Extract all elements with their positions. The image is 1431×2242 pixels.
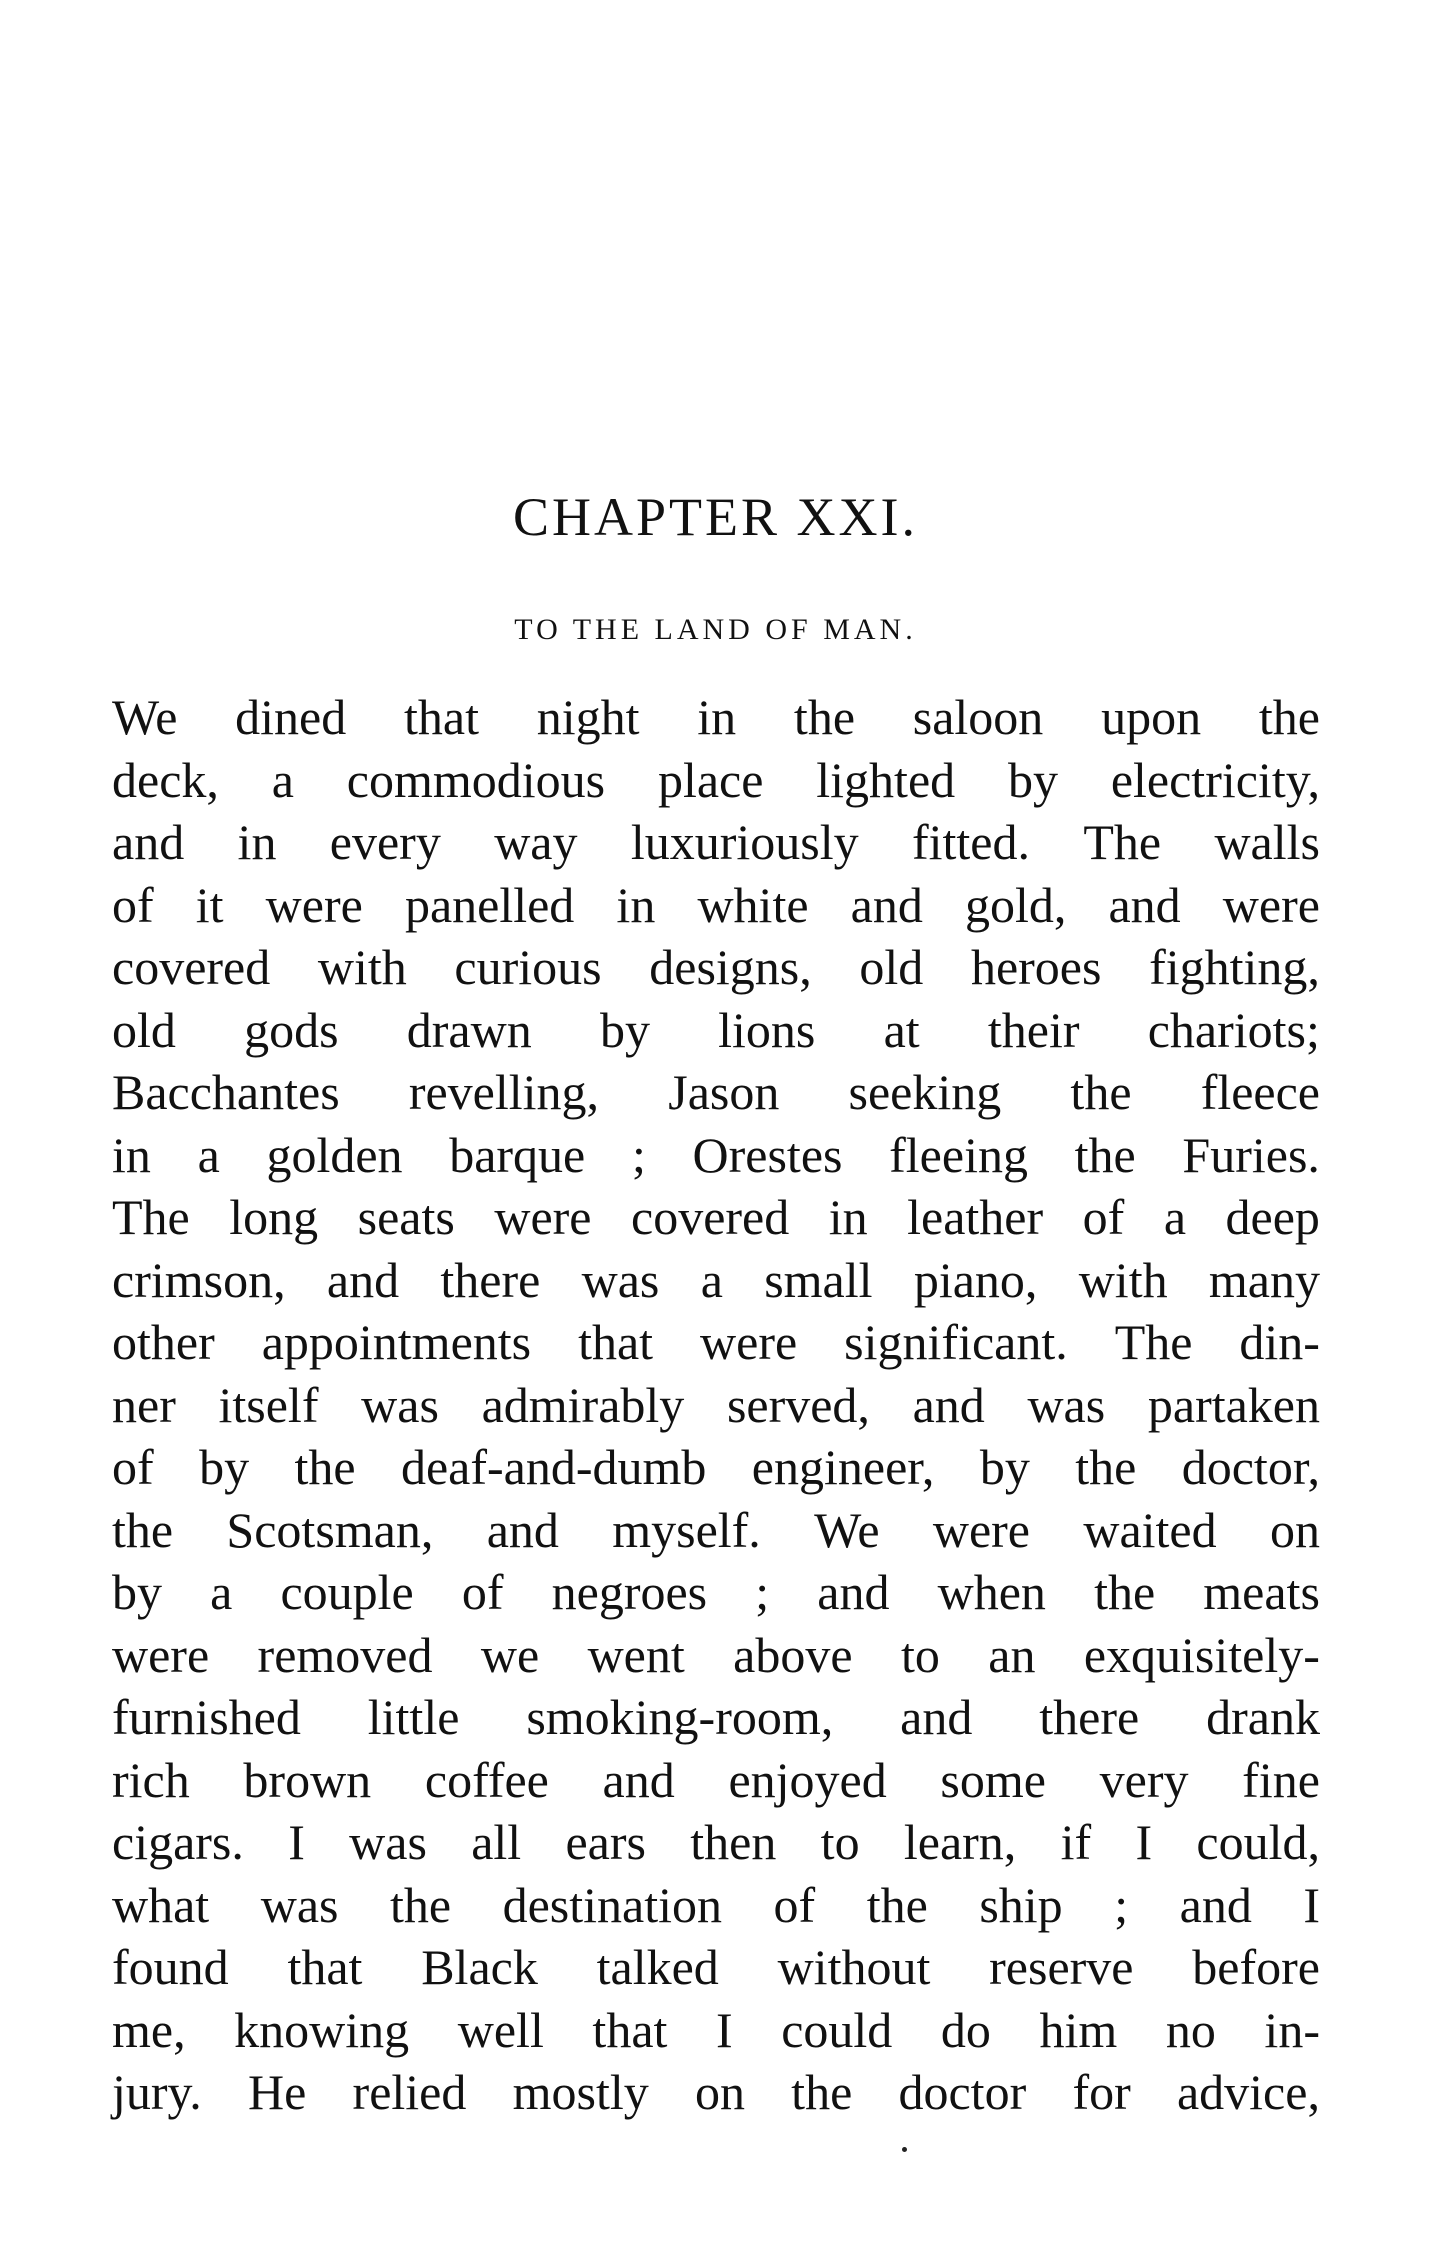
text-line <box>112 1124 1320 1187</box>
word: admirably <box>481 1376 685 1433</box>
text-line <box>112 1186 1320 1249</box>
word: old <box>859 939 924 995</box>
word: by <box>199 1439 250 1495</box>
word: walls <box>1214 814 1320 870</box>
word: learn, <box>903 1814 1017 1870</box>
text-line <box>112 749 1320 812</box>
word: that <box>287 1939 363 1995</box>
word: reserve <box>989 1939 1134 1995</box>
word: couple <box>280 1564 414 1620</box>
word: by <box>979 1439 1030 1495</box>
word: a <box>197 1126 220 1183</box>
word: other <box>112 1314 215 1370</box>
word: if <box>1060 1814 1092 1870</box>
word: itself <box>218 1376 319 1433</box>
text-line <box>112 1311 1320 1374</box>
word: and <box>326 1251 400 1308</box>
word: drank <box>1206 1689 1320 1745</box>
word: gods <box>244 1001 339 1058</box>
word: an <box>988 1626 1036 1683</box>
text-line <box>112 936 1320 999</box>
word: of <box>1082 1189 1125 1245</box>
word: relied <box>352 2064 467 2120</box>
text-line <box>112 1249 1320 1312</box>
word: were <box>700 1314 798 1370</box>
word: The <box>1114 1314 1193 1370</box>
word: ; <box>755 1564 770 1620</box>
text-line <box>112 999 1320 1062</box>
word: in <box>828 1189 868 1245</box>
text-line <box>112 2061 1320 2124</box>
word: destination <box>502 1876 723 1933</box>
word: with <box>317 939 407 995</box>
word: every <box>329 814 441 870</box>
word: was <box>1027 1376 1106 1433</box>
word: furnished <box>112 1689 301 1745</box>
word: with <box>1078 1251 1168 1308</box>
word: coffee <box>424 1751 549 1808</box>
word: on <box>1269 1501 1320 1558</box>
word: significant. <box>844 1314 1068 1370</box>
word: of <box>112 876 154 933</box>
word: long <box>229 1189 319 1245</box>
word: fleeing <box>889 1126 1028 1183</box>
text-line <box>112 1561 1320 1624</box>
word: jury. <box>112 2064 202 2120</box>
word: and <box>912 1376 985 1433</box>
word: mostly <box>512 2064 649 2120</box>
word: to <box>820 1814 860 1870</box>
word: of <box>773 1876 816 1933</box>
word: the <box>294 1439 356 1495</box>
word: very <box>1099 1751 1189 1808</box>
word: We <box>112 689 178 745</box>
word: deep <box>1225 1189 1320 1245</box>
word: I <box>1135 1814 1153 1870</box>
text-line <box>112 1374 1320 1437</box>
chapter-title: CHAPTER XXI. <box>512 487 918 547</box>
word: exquisitely- <box>1083 1626 1320 1683</box>
word: by <box>112 1564 162 1620</box>
word: partaken <box>1147 1376 1320 1433</box>
word: and <box>486 1501 559 1558</box>
word: barque <box>449 1126 586 1183</box>
word: me, <box>112 2001 186 2058</box>
word: drawn <box>406 1001 532 1058</box>
print-mark <box>902 2147 907 2152</box>
word: Bacchantes <box>112 1064 340 1120</box>
word: no <box>1165 2001 1216 2058</box>
word: some <box>940 1751 1046 1808</box>
word: a <box>271 751 294 808</box>
word: The <box>1083 814 1162 870</box>
word: waited <box>1083 1501 1217 1558</box>
word: were <box>265 876 363 933</box>
word: were <box>1222 876 1320 933</box>
word: dined <box>235 689 347 745</box>
word: of <box>461 1564 504 1620</box>
word: enjoyed <box>728 1751 887 1808</box>
word: and <box>602 1751 675 1808</box>
word: negroes <box>551 1564 708 1620</box>
word: and <box>1179 1876 1252 1933</box>
word: at <box>883 1001 920 1058</box>
word: heroes <box>970 939 1102 995</box>
word: was <box>260 1876 339 1933</box>
word: and <box>112 814 185 870</box>
word: ears <box>565 1814 646 1870</box>
word: engineer, <box>751 1439 935 1495</box>
word: fleece <box>1200 1064 1320 1120</box>
word: saloon <box>912 689 1044 745</box>
word: ; <box>631 1126 646 1183</box>
word: old <box>112 1001 176 1058</box>
text-line <box>112 1436 1320 1499</box>
word: was <box>349 1814 427 1870</box>
word: a <box>700 1251 723 1308</box>
word: small <box>764 1251 873 1308</box>
body-text <box>112 686 1320 2124</box>
word: and <box>817 1564 890 1620</box>
word: gold, <box>964 876 1067 933</box>
word: the <box>793 689 856 745</box>
word: the <box>112 1501 174 1558</box>
word: in- <box>1264 2001 1320 2058</box>
word: there <box>440 1251 541 1308</box>
word: all <box>471 1814 522 1870</box>
word: doctor, <box>1181 1439 1320 1495</box>
word: when <box>937 1564 1046 1620</box>
word: Orestes <box>692 1126 843 1183</box>
word: in <box>112 1126 151 1183</box>
chapter-subtitle: TO THE LAND OF MAN. <box>514 613 917 646</box>
word: fitted. <box>911 814 1031 870</box>
word: fine <box>1242 1751 1320 1808</box>
word: went <box>587 1626 685 1683</box>
word: were <box>932 1501 1031 1558</box>
word: served, <box>726 1376 870 1433</box>
word: deck, <box>112 751 219 808</box>
word: him <box>1039 2001 1118 2058</box>
word: electricity, <box>1110 751 1320 808</box>
word: doctor <box>898 2064 1027 2120</box>
word: brown <box>243 1751 372 1808</box>
word: I <box>288 1814 305 1870</box>
word: their <box>987 1001 1080 1058</box>
word: covered <box>112 939 271 995</box>
word: were <box>494 1189 592 1245</box>
word: on <box>694 2064 745 2120</box>
word: Jason <box>668 1064 780 1120</box>
word: the <box>1075 1439 1137 1495</box>
word: for <box>1072 2064 1131 2120</box>
word: I <box>1303 1876 1320 1933</box>
word: seats <box>357 1189 455 1245</box>
word: knowing <box>234 2001 410 2058</box>
word: found <box>112 1939 229 1995</box>
word: it <box>195 876 224 933</box>
word: leather <box>907 1189 1044 1245</box>
text-line <box>112 1749 1320 1812</box>
word: cigars. <box>112 1814 244 1870</box>
word: the <box>1070 1064 1132 1120</box>
text-line <box>112 1499 1320 1562</box>
word: a <box>210 1564 233 1620</box>
word: I <box>715 2001 733 2058</box>
word: crimson, <box>112 1251 286 1308</box>
word: We <box>814 1501 880 1558</box>
word: white <box>697 876 809 933</box>
word: chariots; <box>1147 1001 1320 1058</box>
word: and <box>850 876 923 933</box>
word: way <box>494 814 578 870</box>
word: do <box>940 2001 991 2058</box>
word: deaf-and-dumb <box>400 1439 707 1495</box>
text-line <box>112 1874 1320 1937</box>
word: ner <box>112 1376 176 1433</box>
word: a <box>1163 1189 1187 1245</box>
word: could, <box>1196 1814 1320 1870</box>
word: upon <box>1101 689 1202 745</box>
word: myself. <box>612 1501 761 1558</box>
word: curious <box>454 939 602 995</box>
word: ; <box>1114 1876 1129 1933</box>
word: ship <box>979 1876 1063 1933</box>
word: Black <box>421 1939 538 1995</box>
word: rich <box>112 1751 190 1808</box>
word: what <box>112 1876 210 1933</box>
word: Furies. <box>1182 1126 1320 1183</box>
word: place <box>657 751 764 808</box>
text-line <box>112 1061 1320 1124</box>
word: Scotsman, <box>226 1501 434 1558</box>
word: many <box>1208 1251 1320 1308</box>
word: advice, <box>1176 2064 1320 2120</box>
word: the <box>1094 1564 1156 1620</box>
word: lions <box>718 1001 816 1058</box>
word: revelling, <box>408 1064 600 1120</box>
word: the <box>1258 689 1320 745</box>
word: talked <box>596 1939 719 1995</box>
word: the <box>866 1876 928 1933</box>
word: that <box>403 689 479 745</box>
word: golden <box>266 1126 403 1183</box>
word: commodious <box>346 751 606 808</box>
text-line <box>112 1811 1320 1874</box>
word: there <box>1039 1689 1140 1745</box>
text-line <box>112 686 1320 749</box>
word: removed <box>257 1626 433 1683</box>
word: in <box>237 814 277 870</box>
text-line <box>112 1936 1320 1999</box>
text-line <box>112 811 1320 874</box>
word: the <box>390 1876 452 1933</box>
word: without <box>777 1939 931 1995</box>
word: and <box>900 1689 973 1745</box>
word: above <box>733 1626 853 1683</box>
text-line <box>112 1999 1320 2062</box>
word: could <box>781 2001 893 2058</box>
text-line <box>112 1624 1320 1687</box>
word: designs, <box>649 939 812 995</box>
word: luxuriously <box>630 814 859 870</box>
word: covered <box>631 1189 790 1245</box>
word: smoking-room, <box>526 1689 834 1745</box>
word: din- <box>1239 1314 1320 1370</box>
word: in <box>697 689 737 745</box>
word: panelled <box>404 876 575 933</box>
word: we <box>480 1626 540 1683</box>
word: piano, <box>913 1251 1038 1308</box>
word: was <box>581 1251 660 1308</box>
word: The <box>112 1189 190 1245</box>
text-line <box>112 874 1320 937</box>
word: seeking <box>848 1064 1002 1120</box>
word: by <box>1007 751 1058 808</box>
word: He <box>248 2064 307 2120</box>
word: in <box>616 876 656 933</box>
word: well <box>457 2001 544 2058</box>
word: the <box>791 2064 853 2120</box>
word: that <box>592 2001 668 2058</box>
word: then <box>690 1814 777 1870</box>
word: night <box>536 689 640 745</box>
word: before <box>1192 1939 1320 1995</box>
word: to <box>900 1626 940 1683</box>
word: was <box>361 1376 439 1433</box>
text-line <box>112 1686 1320 1749</box>
word: by <box>599 1001 650 1058</box>
word: of <box>112 1439 154 1495</box>
word: and <box>1108 876 1181 933</box>
word: meats <box>1203 1564 1320 1620</box>
word: the <box>1074 1126 1136 1183</box>
word: were <box>112 1626 210 1683</box>
word: little <box>367 1689 460 1745</box>
word: appointments <box>261 1314 532 1370</box>
word: fighting, <box>1149 939 1320 995</box>
word: that <box>578 1314 654 1370</box>
word: lighted <box>816 751 956 808</box>
